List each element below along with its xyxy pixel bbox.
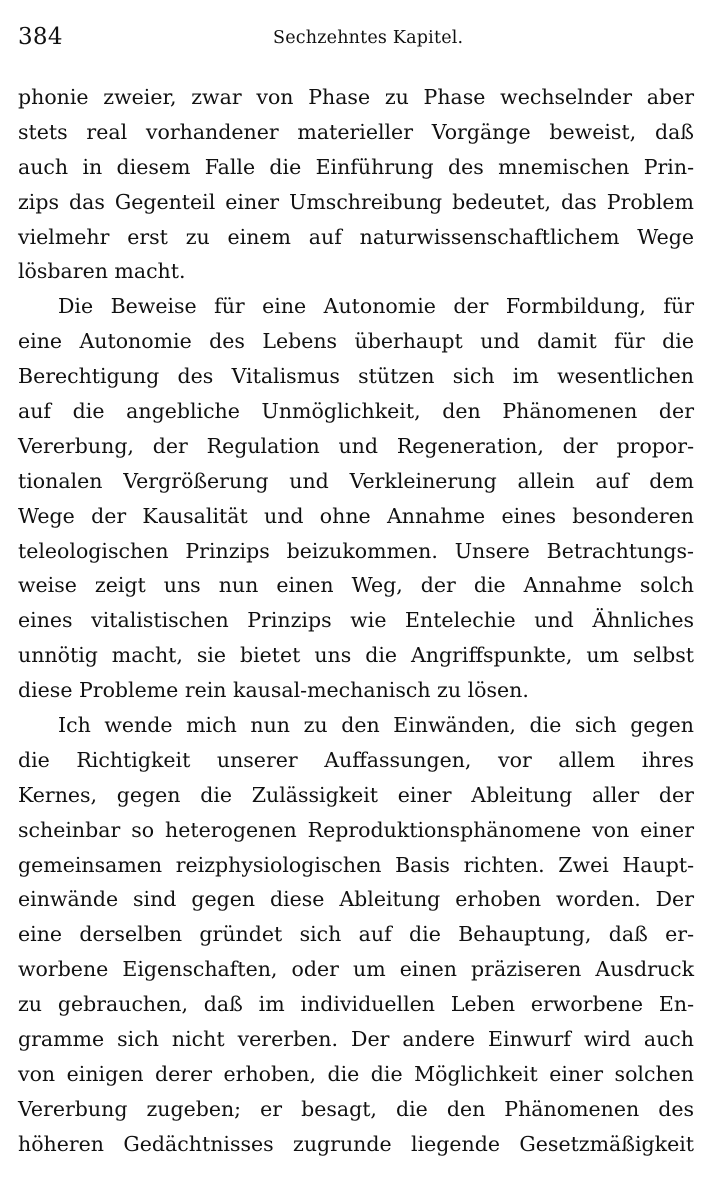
text-line: einwände sind gegen diese Ableitung erhoben worden. Der [18,887,694,912]
text-line: höheren Gedächtnisses zugrunde liegende Gesetzmäßigkeit [18,1131,694,1156]
text-line: lösbaren macht. [18,259,186,284]
body-text [18,80,694,1162]
text-line: eine Autonomie des Lebens überhaupt und damit für die [18,329,694,354]
text-line: Berechtigung des Vitalismus stützen sich im wesentlichen [18,364,694,389]
text-line: Ich wende mich nun zu den Einwänden, die sich gegen [58,713,694,738]
page-number: 384 [18,24,63,50]
text-line: auch in diesem Falle die Einführung des mnemischen Prin- [18,154,694,179]
text-line: zips das Gegenteil einer Umschreibung bedeutet, das Problem [18,189,694,214]
page-header [18,22,693,52]
text-line: gemeinsamen reizphysiologischen Basis richten. Zwei Haupt- [18,852,694,877]
text-line: Vererbung zugeben; er besagt, die den Phänomenen des [18,1096,694,1121]
text-line: Die Beweise für eine Autonomie der Formbildung, für [58,294,694,319]
text-line: stets real vorhandener materieller Vorgänge beweist, daß [18,119,694,144]
text-line: Kernes, gegen die Zulässigkeit einer Ableitung aller der [18,782,694,807]
text-line: auf die angebliche Unmöglichkeit, den Phänomenen der [18,399,694,424]
text-line: Wege der Kausalität und ohne Annahme eines besonderen [18,503,694,528]
text-line: weise zeigt uns nun einen Weg, der die Annahme solch [18,573,694,598]
text-line: tionalen Vergrößerung und Verkleinerung allein auf dem [18,468,694,493]
text-line: Vererbung, der Regulation und Regeneration, der propor- [18,433,694,458]
text-line: die Richtigkeit unserer Auffassungen, vor allem ihres [18,747,694,772]
text-line: eines vitalistischen Prinzips wie Entelechie und Ähnliches [18,608,694,633]
text-line: phonie zweier, zwar von Phase zu Phase wechselnder aber [18,85,694,109]
text-line: diese Probleme rein kausal-mechanisch zu lösen. [18,678,529,703]
text-line: worbene Eigenschaften, oder um einen präziseren Ausdruck [18,957,694,982]
text-line: unnötig macht, sie bietet uns die Angriffspunkte, um selbst [18,643,694,668]
text-line: teleologischen Prinzips beizukommen. Unsere Betrachtungs- [18,538,694,563]
text-line: scheinbar so heterogenen Reproduktionsphänomene von einer [18,817,694,842]
text-line: eine derselben gründet sich auf die Behauptung, daß er- [18,922,694,947]
text-line: von einigen derer erhoben, die die Möglichkeit einer solchen [18,1061,694,1086]
text-line: gramme sich nicht vererben. Der andere Einwurf wird auch [18,1027,694,1052]
running-head: Sechzehntes Kapitel. [273,28,464,48]
text-line: zu gebrauchen, daß im individuellen Leben erworbene En- [18,992,694,1017]
text-line: vielmehr erst zu einem auf naturwissenschaftlichem Wege [18,224,694,249]
